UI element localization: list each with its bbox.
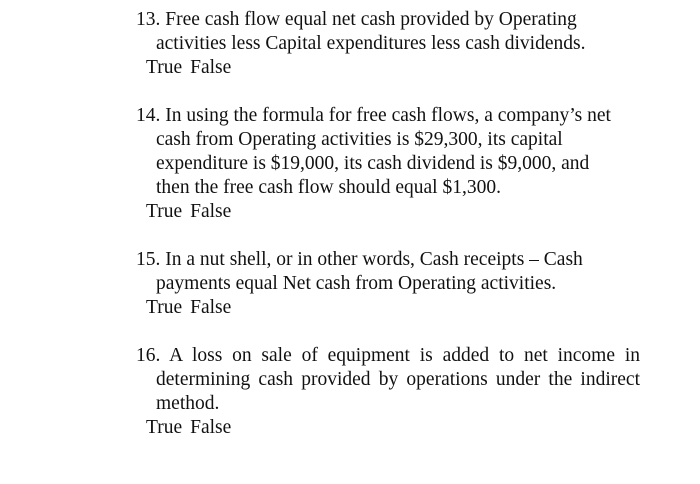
question-16-answers [136,416,624,440]
question-16 [136,344,640,440]
question-13-false-option: False [190,57,232,78]
question-15-true-option: True [146,297,183,318]
question-16-false-option: False [190,417,232,438]
question-14-text: 14. In using the formula for free cash flows, a company’s net cash from Operating activities is $29,300, its capital expenditure is $19,000, its cash dividend is $9,000, and then the free cash flow should equal $1,300. [136,105,611,198]
question-13 [136,8,624,80]
question-15 [136,248,624,320]
question-15-false-option: False [190,297,232,318]
question-16-text: 16. A loss on sale of equipment is added to net income in determining cash provided by operations under the indirect method. [136,345,640,414]
question-14-true-option: True [146,201,183,222]
question-15-text: 15. In a nut shell, or in other words, Cash receipts – Cash payments equal Net cash from Operating activities. [136,249,583,294]
question-14-answers [136,200,624,224]
question-15-answers [136,296,624,320]
question-16-true-option: True [146,417,183,438]
question-14 [136,104,624,224]
question-13-true-option: True [146,57,183,78]
question-13-answers [136,56,624,80]
question-14-false-option: False [190,201,232,222]
question-13-text: 13. Free cash flow equal net cash provided by Operating activities less Capital expenditures less cash dividends. [136,9,586,54]
